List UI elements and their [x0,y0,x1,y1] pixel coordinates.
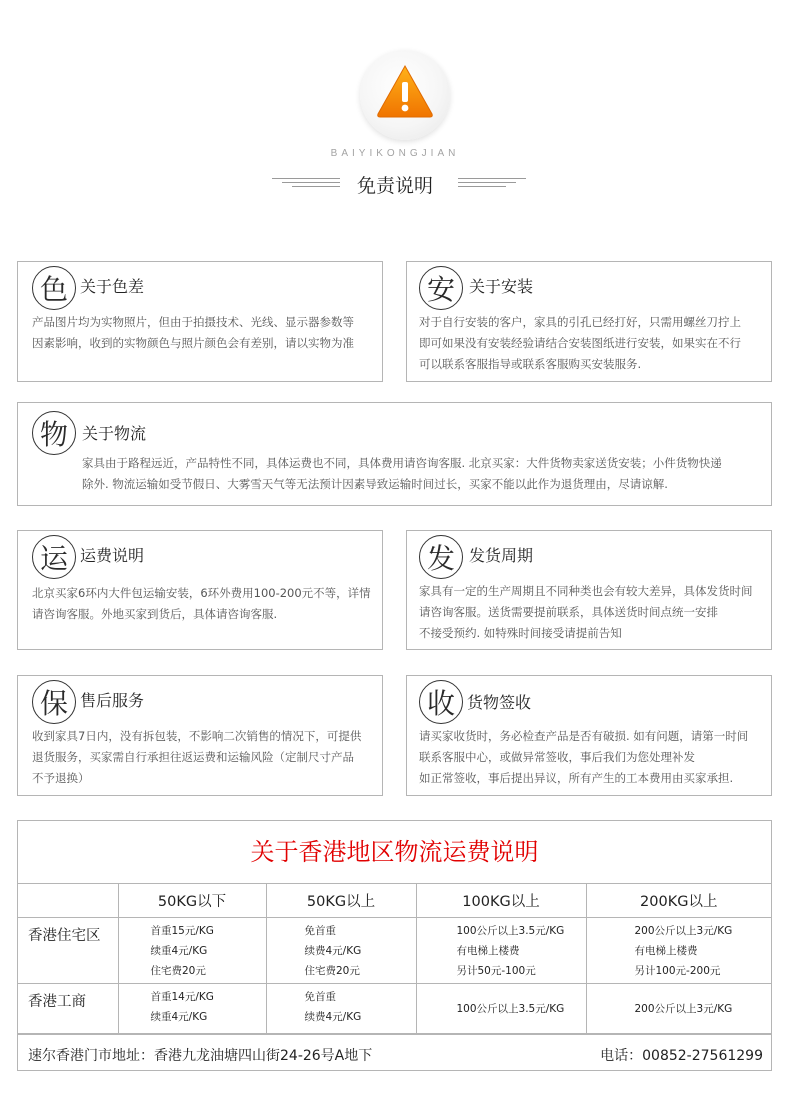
card-title: 售后服务 [80,691,145,710]
card-line: 北京买家6环内大件包运输安装，6环外费用100-200元不等，详情 [32,586,371,600]
cell-line: 另计100元-200元 [634,965,721,977]
warning-triangle-icon [374,62,436,122]
card-line: 除外. 物流运输如受节假日、大雾雪天气等无法预计因素导致运输时间过长，买家不能以此作为退货理由，尽请谅解. [82,477,668,491]
cell-line: 100公斤以上3.5元/KG [456,1002,565,1015]
hk-table-title: 关于香港地区物流运费说明 [250,838,539,866]
cell-line: 续费4元/KG [304,1011,362,1023]
cell-line: 续重4元/KG [150,1011,208,1023]
table-row [18,984,771,1034]
cell-line: 有电梯上楼费 [456,945,520,957]
table-cell [586,918,771,984]
card-line: 不予退换） [32,771,90,785]
column-header: 200KG以上 [586,884,771,918]
card-line: 请咨询客服。送货需要提前联系，具体送货时间点统一安排 [419,605,718,619]
card-title: 货物签收 [467,693,532,712]
cell-line: 住宅费20元 [304,965,360,977]
card-line: 请买家收货时，务必检查产品是否有破损. 如有问题，请第一时间 [419,729,749,743]
cell-line: 续费4元/KG [304,945,362,957]
cell-line: 免首重 [304,925,336,937]
column-header [18,884,118,918]
row-name: 香港工商 [18,984,118,1034]
card-line: 不接受预约. 如特殊时间接受请提前告知 [419,626,622,640]
card-body [419,581,753,644]
cell-line: 另计50元-100元 [456,965,536,977]
card-title: 关于色差 [80,277,145,296]
table-header-row [18,884,771,918]
hk-rate-grid [18,883,771,1034]
card-body [419,726,748,789]
card-title: 关于物流 [82,424,147,443]
column-header: 50KG以上 [266,884,416,918]
card-icon-after-sales: 保 [32,680,76,724]
card-icon-install: 安 [419,266,463,310]
column-header: 100KG以上 [416,884,586,918]
table-cell [266,984,416,1034]
cell-line: 续重4元/KG [150,945,208,957]
header-title-row [0,167,790,199]
card-line: 因素影响，收到的实物颜色与照片颜色会有差别，请以实物为准 [32,336,354,350]
card-line: 请咨询客服。外地买家到货后，具体请咨询客服. [32,607,278,621]
card-icon-shipping: 运 [32,535,76,579]
card-color-difference [17,261,383,382]
card-body [32,312,354,354]
cell-line: 首重15元/KG [150,925,214,937]
table-cell [586,984,771,1034]
cell-line: 住宅费20元 [150,965,206,977]
card-receipt [406,675,772,796]
cell-line: 200公斤以上3元/KG [634,1002,733,1015]
card-line: 退货服务，买家需自行承担往返运费和运输风险（定制尺寸产品 [32,750,354,764]
card-line: 家具由于路程远近，产品特性不同，具体运费也不同，具体费用请咨询客服. 北京买家：大件货物卖家送货安装；小件货物快递 [82,456,722,470]
card-line: 对于自行安装的客户，家具的引孔已经打好，只需用螺丝刀拧上 [419,315,741,329]
card-line: 如正常签收，事后提出异议，所有产生的工本费用由买家承担. [419,771,734,785]
table-cell [118,918,266,984]
card-icon-logistics: 物 [32,411,76,455]
hk-shipping-table [17,820,772,1071]
card-after-sales [17,675,383,796]
card-title: 发货周期 [469,546,534,565]
card-body [82,453,722,495]
card-icon-color: 色 [32,266,76,310]
card-icon-delivery: 发 [419,535,463,579]
card-title: 运费说明 [80,546,145,565]
logo-circle [360,50,450,140]
row-name: 香港住宅区 [18,918,118,984]
card-logistics [17,402,772,506]
page-title: 免责说明 [356,175,433,197]
column-header: 50KG以下 [118,884,266,918]
card-line: 产品图片均为实物照片，但由于拍摄技术、光线、显示器参数等 [32,315,354,329]
hk-table-footer [18,1034,771,1071]
header-pinyin: BAIYIKONGJIAN [330,148,460,159]
card-delivery-cycle [406,530,772,650]
table-row [18,918,771,984]
card-icon-receipt: 收 [419,680,463,724]
card-body [419,312,741,375]
card-line: 家具有一定的生产周期且不同种类也会有较大差异，具体发货时间 [419,584,753,598]
card-line: 收到家具7日内，没有拆包装，不影响二次销售的情况下，可提供 [32,729,362,743]
table-cell [266,918,416,984]
card-line: 可以联系客服指导或联系客服购买安装服务. [419,357,642,371]
cell-line: 免首重 [304,991,336,1003]
store-phone: 电话：00852-27561299 [600,1048,763,1064]
store-address: 速尔香港门市地址：香港九龙油塘四山街24-26号A地下 [28,1048,373,1064]
cell-line: 200公斤以上3元/KG [634,925,733,937]
brand-logo [360,50,450,140]
cell-line: 100公斤以上3.5元/KG [456,925,565,937]
card-body [32,583,371,625]
table-cell [416,984,586,1034]
table-cell [416,918,586,984]
card-shipping-fee [17,530,383,650]
cell-line: 有电梯上楼费 [634,945,698,957]
card-installation [406,261,772,382]
cell-line: 首重14元/KG [150,991,214,1003]
card-line: 联系客服中心，或做异常签收，事后我们为您处理补发 [419,750,695,764]
card-line: 即可如果没有安装经验请结合安装图纸进行安装，如果实在不行 [419,336,741,350]
title-decoration-right [458,177,526,191]
card-title: 关于安装 [469,277,534,296]
card-body [32,726,361,789]
table-cell [118,984,266,1034]
